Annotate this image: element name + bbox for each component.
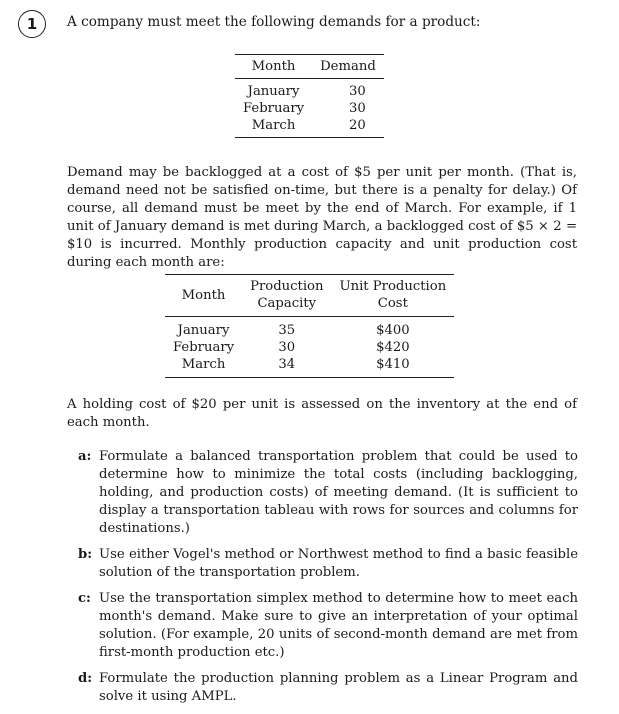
capacity-cell-cost: $400 [376,323,410,338]
demand-table-header-row [235,55,384,79]
capacity-cell-month: February [173,340,235,355]
table-row [235,100,384,117]
question-item-d [78,670,578,706]
question-text: Formulate a balanced transportation problem that could be used to determine how to minimize the total costs (including backlogging, holding, and production costs) of meeting demand. (It is sufficient to display a transportation tableau with rows for sources and columns for destinations.) [99,449,578,536]
problem-number-badge [18,10,46,38]
capacity-table [165,274,454,378]
table-row [165,317,454,340]
question-label: c: [78,591,91,606]
demand-header-demand: Demand [320,59,376,74]
question-label: d: [78,671,93,686]
capacity-cell-cost: $410 [376,357,410,372]
table-row [235,117,384,138]
demand-cell-value: 30 [349,101,366,116]
capacity-cell-cost: $420 [376,340,410,355]
question-label: b: [78,547,93,562]
question-item-b [78,546,578,582]
intro-text: A company must meet the following demands for a product: [67,14,481,30]
demand-cell-value: 30 [349,84,366,99]
capacity-table-header-row [165,275,454,296]
problem-number: 1 [26,15,38,33]
demand-cell-month: February [243,101,305,116]
demand-table [235,54,384,138]
table-row [165,356,454,378]
question-item-c [78,590,578,662]
question-text: Formulate the production planning problem as a Linear Program and solve it using AMPL. [99,671,578,704]
question-item-a [78,448,578,538]
capacity-header-production: Production [250,279,324,294]
question-label: a: [78,449,92,464]
capacity-header-capacity: Capacity [242,295,331,317]
backlog-paragraph: Demand may be backlogged at a cost of $5 per unit per month. (That is, demand need not be satisfied on-time, but there is a penalty for delay.) Of course, all demand must be meet by the end of March. For example, if 1 unit of January demand is met during March, a backlogged cost of $5 × 2 = $10 is incurred. Monthly production capacity and unit production cost during each month are: [67,165,577,270]
capacity-header-unit-production: Unit Production [339,279,447,294]
demand-cell-value: 20 [349,118,366,133]
capacity-header-cost: Cost [331,295,454,317]
holding-cost-paragraph: A holding cost of $20 per unit is assessed on the inventory at the end of each month. [67,397,577,430]
question-text: Use the transportation simplex method to determine how to meet each month's demand. Make sure to give an interpretation of your optimal solution. (For example, 20 units of second-month demand are met from first-month production etc.) [99,591,578,660]
capacity-cell-month: March [181,357,226,372]
table-row [165,339,454,356]
demand-cell-month: March [251,118,296,133]
capacity-cell-capacity: 35 [278,323,296,338]
question-list [78,448,578,714]
question-text: Use either Vogel's method or Northwest method to find a basic feasible solution of the transportation problem. [99,547,578,580]
capacity-cell-month: January [177,323,230,338]
capacity-cell-capacity: 30 [278,340,296,355]
demand-cell-month: January [247,84,300,99]
capacity-cell-capacity: 34 [278,357,296,372]
capacity-header-month: Month [165,275,242,317]
demand-header-month: Month [251,59,296,74]
table-row [235,79,384,101]
